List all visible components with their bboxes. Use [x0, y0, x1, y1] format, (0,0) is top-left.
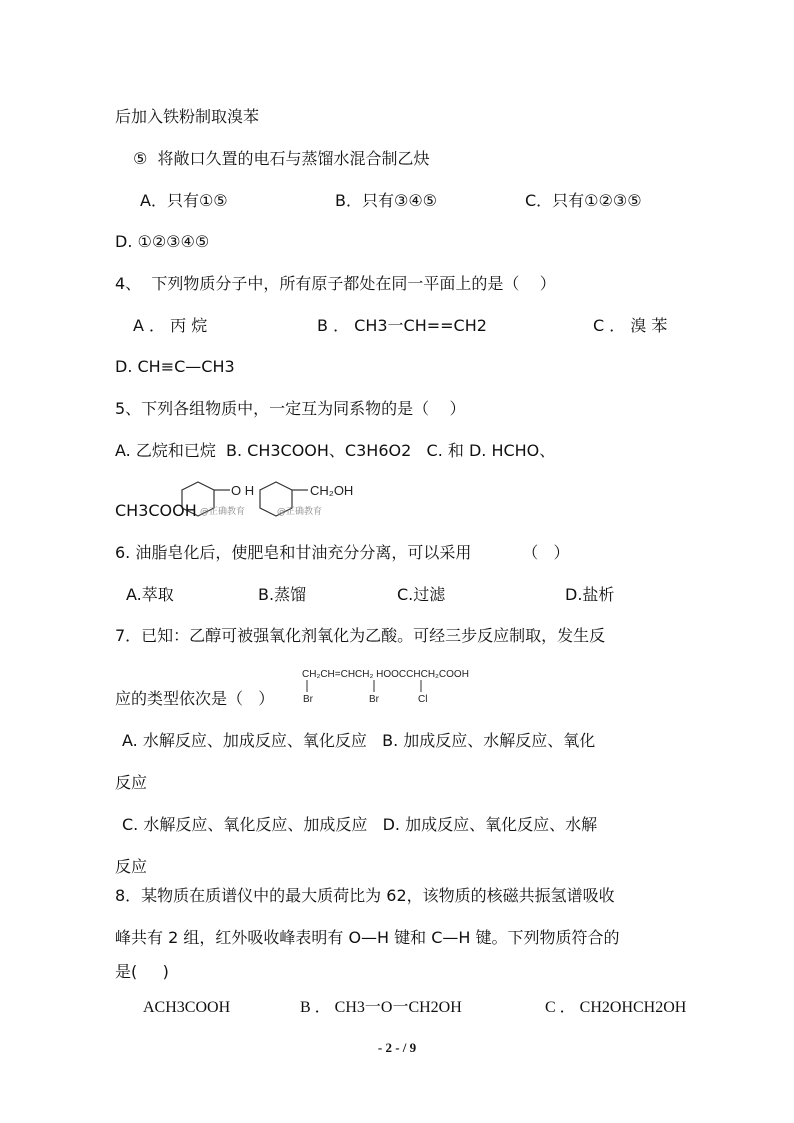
chem-structure-text: CH₂CH=CHCH₂ HOOCCHCH₂COOH: [302, 669, 469, 680]
options-line: C. 水解反应、氧化反应、加成反应 D. 加成反应、氧化反应、水解: [122, 815, 598, 834]
chem-cl-label: Cl: [418, 694, 428, 705]
text-line: ⑤ 将敞口久置的电石与蒸馏水混合制乙炔: [133, 149, 430, 168]
option-a: A ． 丙 烷: [133, 316, 208, 335]
option-a: A.萃取: [126, 585, 174, 604]
option-d: D. ①②③④⑤: [115, 232, 210, 251]
option-c: C.过滤: [397, 585, 446, 604]
page-number: - 2 - / 9: [377, 1040, 417, 1055]
watermark: @正确教育: [277, 507, 323, 517]
option-d: D.盐析: [565, 585, 615, 604]
option-b: B ． CH3一O一CH2OH: [300, 999, 462, 1016]
benzyl-ch2oh-label: CH₂OH: [310, 483, 354, 498]
phenol-oh-label: O H: [231, 483, 255, 498]
option-d: D. CH≡C—CH3: [115, 357, 235, 376]
text-line: 反应: [115, 773, 148, 792]
option-b: B.蒸馏: [258, 585, 307, 604]
chem-br-label: Br: [369, 694, 379, 705]
question-6: 6. 油脂皂化后，使肥皂和甘油充分分离，可以采用 （ ）: [115, 543, 570, 562]
text-line: 峰共有 2 组，红外吸收峰表明有 O—H 键和 C—H 键。下列物质符合的: [115, 928, 620, 947]
text-line: 后加入铁粉制取溴苯: [115, 107, 260, 126]
question-5: 5、下列各组物质中，一定互为同系物的是（ ）: [115, 399, 466, 418]
question-8: 8．某物质在质谱仪中的最大质荷比为 62，该物质的核磁共振氢谱吸收: [115, 886, 615, 905]
options-line: A. 乙烷和已烷 B. CH3COOH、C3H6O2 C. 和 D. HCHO、: [115, 441, 556, 460]
option-a: A．只有①⑤: [140, 191, 228, 210]
option-c: C ． CH2OHCH2OH: [545, 999, 687, 1016]
chem-br-label: Br: [303, 694, 313, 705]
text-line: 反应: [115, 857, 148, 876]
text-line: CH3COOH: [115, 501, 197, 520]
option-c: C．只有①②③⑤: [525, 191, 642, 210]
text-line: 是( ): [115, 962, 169, 981]
watermark: @正确教育: [200, 507, 246, 517]
option-c: C ． 溴 苯: [593, 316, 668, 335]
options-line: A. 水解反应、加成反应、氧化反应 B. 加成反应、水解反应、氧化: [122, 731, 596, 750]
option-b: B ． CH3一CH==CH2: [317, 316, 487, 335]
option-b: B．只有③④⑤: [335, 191, 438, 210]
chem-bonds: [300, 680, 430, 694]
option-a: ACH3COOH: [143, 999, 231, 1016]
question-4: 4、 下列物质分子中，所有原子都处在同一平面上的是（ ）: [115, 274, 556, 293]
text-line: 应的类型依次是（ ）: [115, 689, 275, 708]
question-7: 7．已知：乙醇可被强氧化剂氧化为乙酸。可经三步反应制取，发生反: [115, 626, 606, 645]
